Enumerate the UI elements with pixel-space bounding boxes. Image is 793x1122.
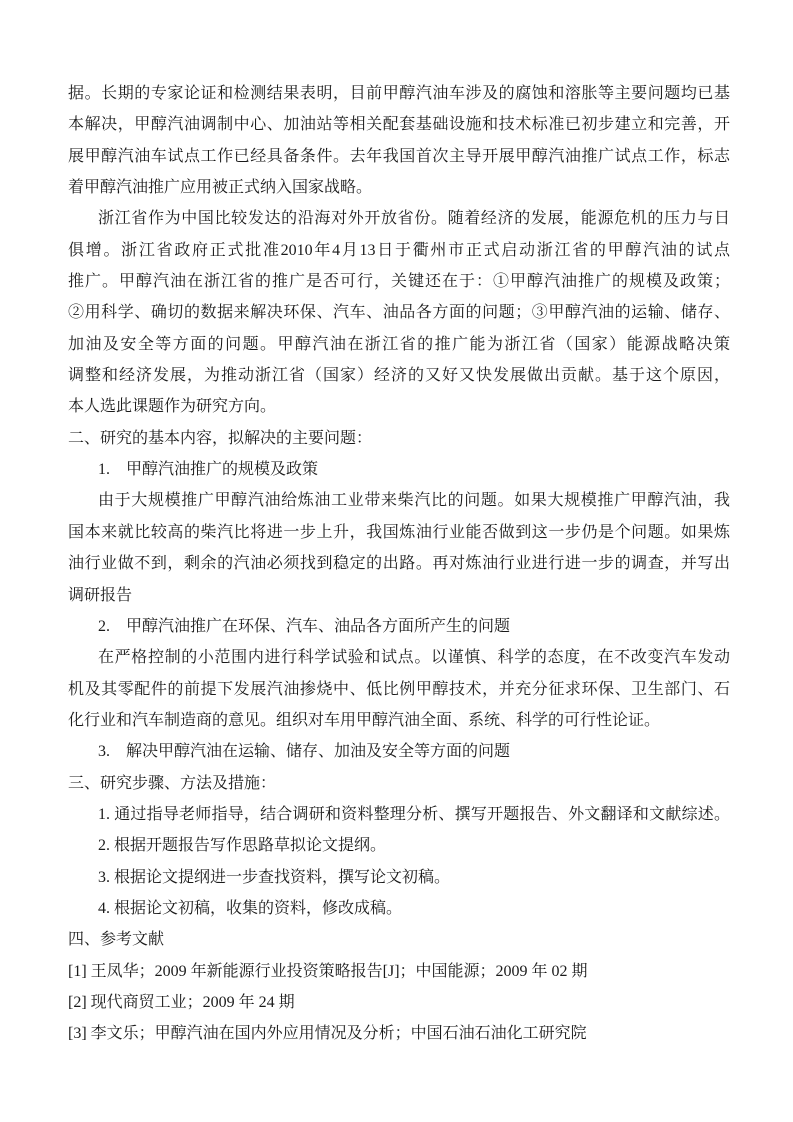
doc-line: 浙江省作为中国比较发达的沿海对外开放省份。随着经济的发展，能源危机的压力与日 bbox=[98, 210, 730, 228]
doc-line: 调研报告 bbox=[68, 586, 133, 604]
doc-line: 化行业和汽车制造商的意见。组织对车用甲醇汽油全面、系统、科学的可行性论证。 bbox=[68, 711, 661, 729]
document-text-block bbox=[68, 78, 730, 1050]
numbered-step: 4. 根据论文初稿，收集的资料，修改成稿。 bbox=[98, 899, 403, 917]
doc-line: 推广。甲醇汽油在浙江省的推广是否可行，关键还在于：①甲醇汽油推广的规模及政策； bbox=[68, 273, 730, 291]
numbered-step: 2. 根据开题报告写作思路草拟论文提纲。 bbox=[98, 837, 387, 855]
doc-line: 由于大规模推广甲醇汽油给炼油工业带来柴汽比的问题。如果大规模推广甲醇汽油，我 bbox=[98, 492, 730, 510]
doc-line: 本人选此课题作为研究方向。 bbox=[68, 398, 277, 416]
list-item-heading: 1. 甲醇汽油推广的规模及政策 bbox=[98, 461, 319, 479]
doc-line: 据。长期的专家论证和检测结果表明，目前甲醇汽油车涉及的腐蚀和溶胀等主要问题均已基 bbox=[68, 85, 730, 102]
section-heading-3: 三、研究步骤、方法及措施： bbox=[68, 774, 277, 792]
reference-entry: [2] 现代商贸工业；2009 年 24 期 bbox=[68, 993, 295, 1011]
numbered-step: 1. 通过指导老师指导，结合调研和资料整理分析、撰写开题报告、外文翻译和文献综述。 bbox=[98, 805, 730, 823]
doc-line: 本解决，甲醇汽油调制中心、加油站等相关配套基础设施和技术标准已初步建立和完善，开 bbox=[68, 116, 730, 134]
doc-line: 俱增。浙江省政府正式批准2010年4月13日于衢州市正式启动浙江省的甲醇汽油的试点 bbox=[68, 241, 730, 259]
list-item-heading: 2. 甲醇汽油推广在环保、汽车、油品各方面所产生的问题 bbox=[98, 617, 511, 635]
doc-line: 调整和经济发展，为推动浙江省（国家）经济的又好又快发展做出贡献。基于这个原因， bbox=[68, 367, 730, 385]
doc-line: 展甲醇汽油车试点工作已经具备条件。去年我国首次主导开展甲醇汽油推广试点工作，标志 bbox=[68, 147, 730, 165]
doc-line: 在严格控制的小范围内进行科学试验和试点。以谨慎、科学的态度，在不改变汽车发动 bbox=[98, 649, 730, 667]
list-item-heading: 3. 解决甲醇汽油在运输、储存、加油及安全等方面的问题 bbox=[98, 743, 511, 761]
doc-line: 着甲醇汽油推广应用被正式纳入国家战略。 bbox=[68, 179, 373, 197]
section-heading-2: 二、研究的基本内容，拟解决的主要问题： bbox=[68, 429, 373, 447]
doc-line: 机及其零配件的前提下发展汽油掺烧中、低比例甲醇技术，并充分征求环保、卫生部门、石 bbox=[68, 680, 730, 698]
doc-line: 油行业做不到，剩余的汽油必须找到稳定的出路。再对炼油行业进行进一步的调查，并写出 bbox=[68, 555, 730, 573]
section-heading-4: 四、参考文献 bbox=[68, 931, 165, 949]
doc-line: 加油及安全等方面的问题。甲醇汽油在浙江省的推广能为浙江省（国家）能源战略决策 bbox=[68, 335, 730, 353]
reference-entry: [3] 李文乐；甲醇汽油在国内外应用情况及分析；中国石油石油化工研究院 bbox=[68, 1025, 587, 1043]
reference-entry: [1] 王凤华；2009 年新能源行业投资策略报告[J]；中国能源；2009 年 02 期 bbox=[68, 962, 588, 980]
numbered-step: 3. 根据论文提纲进一步查找资料，撰写论文初稿。 bbox=[98, 868, 451, 886]
doc-line: ②用科学、确切的数据来解决环保、汽车、油品各方面的问题；③甲醇汽油的运输、储存、 bbox=[68, 304, 730, 322]
doc-line: 国本来就比较高的柴汽比将进一步上升，我国炼油行业能否做到这一步仍是个问题。如果炼 bbox=[68, 523, 730, 541]
